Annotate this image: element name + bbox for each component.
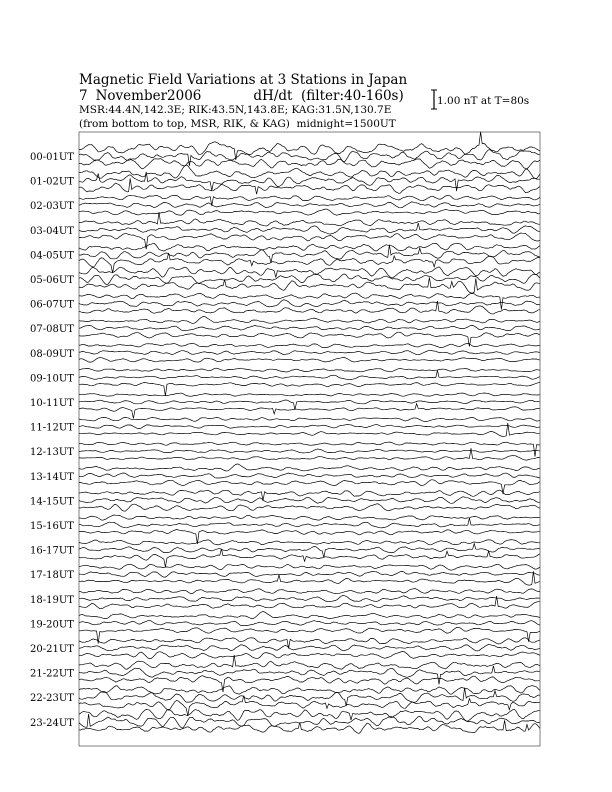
- trace-kag: [79, 564, 540, 570]
- hour-label: 14-15UT: [30, 496, 74, 508]
- trace-msr: [79, 504, 540, 511]
- filter-note: (filter:40-160s): [301, 88, 404, 104]
- hour-label: 05-06UT: [30, 275, 74, 286]
- trace-kag: [79, 686, 540, 695]
- trace-rik: [79, 595, 540, 601]
- chart-title: Magnetic Field Variations at 3 Stations in Japan: [79, 72, 408, 88]
- trace-msr: [79, 696, 540, 717]
- hour-label: 19-20UT: [30, 619, 74, 631]
- hour-label: 10-11UT: [30, 398, 74, 409]
- trace-msr: [79, 652, 540, 659]
- day: 7: [79, 88, 88, 104]
- trace-kag: [79, 464, 540, 471]
- station-coordinates: MSR:44.4N,142.3E; RIK:43.5N,143.8E; KAG:31.5N,130.7E: [79, 104, 392, 116]
- hour-label: 15-16UT: [30, 521, 74, 532]
- month-year: November2006: [95, 88, 202, 104]
- hour-label: 17-18UT: [30, 570, 74, 582]
- hour-label: 06-07UT: [30, 299, 74, 311]
- hour-label: 07-08UT: [30, 324, 74, 336]
- trace-rik: [79, 714, 540, 728]
- hour-label: 22-23UT: [30, 693, 74, 705]
- hour-label: 03-04UT: [30, 225, 74, 237]
- hour-label: 04-05UT: [30, 250, 74, 262]
- hour-label: 13-14UT: [30, 471, 74, 483]
- trace-kag: [79, 212, 540, 226]
- trace-rik: [79, 202, 540, 208]
- quantity: dH/dt: [253, 88, 293, 104]
- trace-msr: [79, 480, 540, 494]
- trace-msr: [79, 382, 540, 396]
- trace-rik: [79, 518, 540, 528]
- trace-kag: [79, 293, 540, 310]
- hour-label: 11-12UT: [30, 422, 74, 434]
- trace-kag: [79, 344, 540, 348]
- trace-rik: [79, 172, 540, 191]
- midnight-note: midnight=1500UT: [296, 118, 396, 130]
- trace-kag: [79, 243, 540, 251]
- hour-label: 12-13UT: [30, 447, 74, 459]
- hour-label: 23-24UT: [30, 717, 74, 729]
- trace-msr: [79, 209, 540, 215]
- trace-msr: [79, 233, 540, 249]
- trace-kag: [79, 655, 540, 669]
- trace-rik: [79, 223, 540, 234]
- trace-rik: [79, 497, 540, 504]
- trace-kag: [79, 195, 540, 206]
- trace-kag: [79, 540, 540, 545]
- trace-msr: [79, 549, 540, 567]
- trace-msr: [79, 277, 540, 293]
- hour-label: 09-10UT: [30, 373, 74, 385]
- trace-rik: [79, 350, 540, 355]
- trace-msr: [79, 332, 540, 346]
- order-note: (from bottom to top, MSR, RIK, & KAG): [79, 118, 290, 130]
- trace-kag: [79, 515, 540, 520]
- hour-label: 02-03UT: [30, 201, 74, 213]
- hour-label: 01-02UT: [30, 176, 74, 188]
- trace-kag: [79, 393, 540, 396]
- trace-kag: [79, 132, 540, 160]
- trace-msr: [79, 358, 540, 363]
- hour-label: 16-17UT: [30, 545, 74, 557]
- trace-kag: [79, 316, 540, 323]
- hour-label: 18-19UT: [30, 594, 74, 606]
- trace-rik: [79, 325, 540, 330]
- hour-label: 00-01UT: [30, 152, 74, 163]
- scale-label: 1.00 nT at T=80s: [437, 95, 530, 107]
- trace-rik: [79, 425, 540, 429]
- trace-kag: [79, 368, 540, 372]
- trace-rik: [79, 666, 540, 685]
- plot-frame: [79, 132, 540, 746]
- hour-label: 21-22UT: [30, 668, 74, 680]
- trace-rik: [79, 644, 540, 651]
- trace-msr: [79, 404, 540, 419]
- trace-rik: [79, 473, 540, 478]
- trace-kag: [79, 709, 540, 721]
- trace-rik: [79, 621, 540, 626]
- trace-rik: [79, 688, 540, 706]
- trace-kag: [79, 589, 540, 594]
- trace-rik: [79, 274, 540, 285]
- trace-kag: [79, 165, 540, 179]
- trace-kag: [79, 612, 540, 619]
- trace-kag: [79, 417, 540, 421]
- hour-label: 20-21UT: [30, 644, 74, 655]
- trace-rik: [79, 571, 540, 577]
- trace-rik: [79, 370, 540, 379]
- trace-rik: [79, 300, 540, 307]
- trace-rik: [79, 400, 540, 410]
- hour-label: 08-09UT: [30, 348, 74, 360]
- trace-msr: [79, 720, 540, 733]
